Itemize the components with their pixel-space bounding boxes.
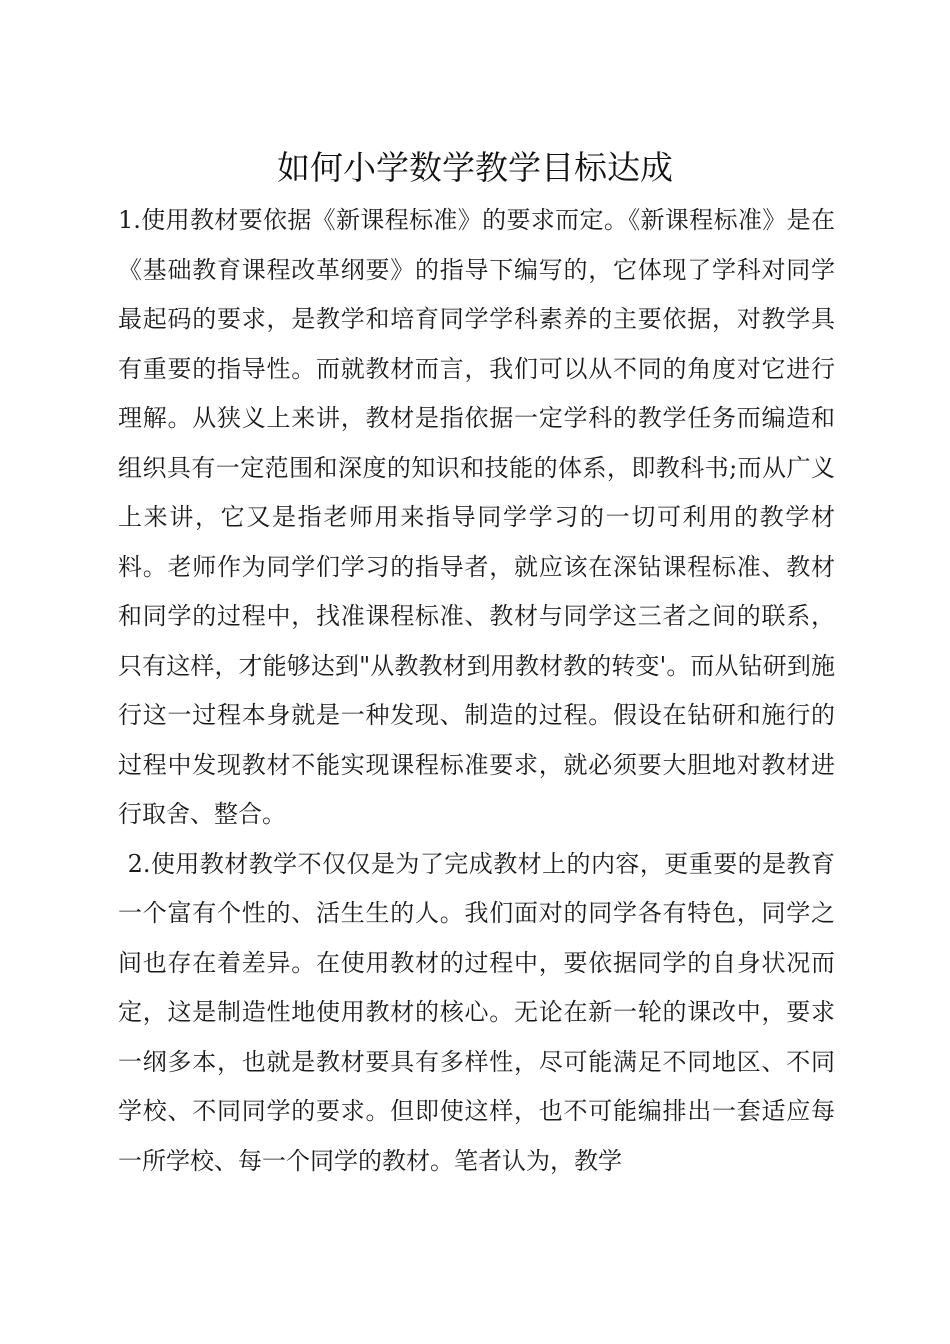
paragraph-2: 2.使用教材教学不仅仅是为了完成教材上的内容，更重要的是教育一个富有个性的、活生生的人。我们面对的同学各有特色，同学之间也存在着差异。在使用教材的过程中，要依据同学的自身状况而定，这是制造性地使用教材的核心。无论在新一轮的课改中，要求一纲多本，也就是教材要具有多样性，尽可能满足不同地区、不同学校、不同同学的要求。但即使这样，也不可能编排出一套适应每一所学校、每一个同学的教材。笔者认为，教学 bbox=[118, 849, 835, 1175]
document-body bbox=[118, 196, 835, 1186]
document-title: 如何小学数学教学目标达成 bbox=[277, 148, 673, 187]
paragraph-1: 1.使用教材要依据《新课程标准》的要求而定。《新课程标准》是在《基础教育课程改革纲要》的指导下编写的，它体现了学科对同学最起码的要求，是教学和培育同学学科素养的主要依据，对教学具有重要的指导性。而就教材而言，我们可以从不同的角度对它进行理解。从狭义上来讲，教材是指依据一定学科的教学任务而编造和组织具有一定范围和深度的知识和技能的体系，即教科书;而从广义上来讲，它又是指老师用来指导同学学习的一切可利用的教学材料。老师作为同学们学习的指导者，就应该在深钻课程标准、教材和同学的过程中，找准课程标准、教材与同学这三者之间的联系，只有这样，才能够达到"从教教材到用教材教的转变'。而从钻研到施行这一过程本身就是一种发现、制造的过程。假设在钻研和施行的过程中发现教材不能实现课程标准要求，就必须要大胆地对教材进行取舍、整合。 bbox=[118, 206, 835, 828]
